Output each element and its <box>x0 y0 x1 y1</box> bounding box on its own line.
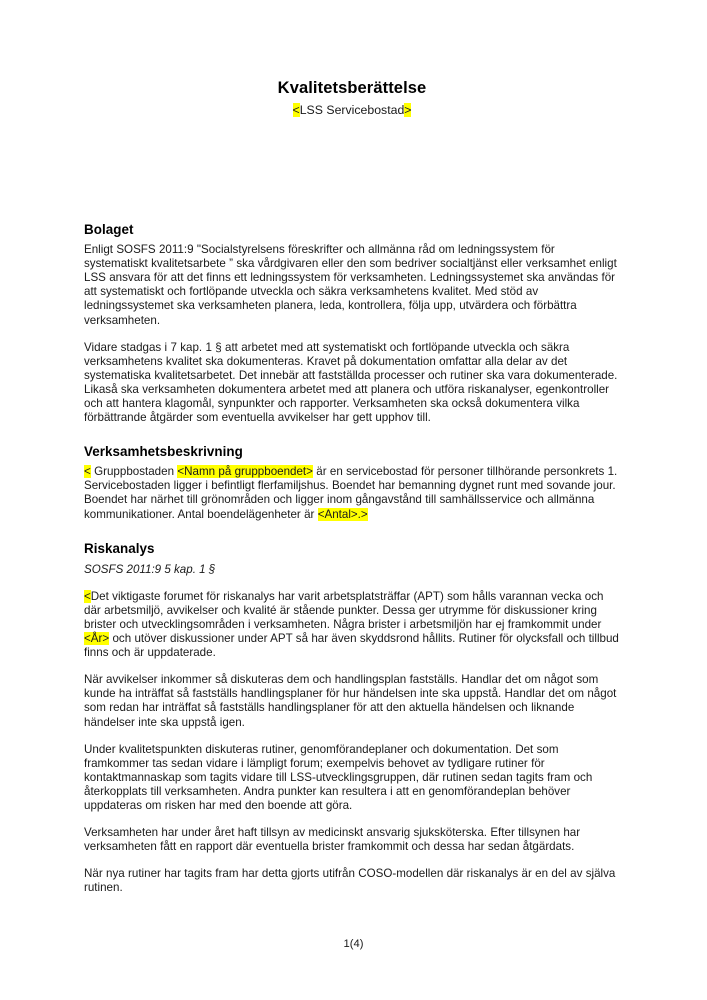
document-subtitle <box>84 103 620 118</box>
vb-placeholder-antal: <Antal>.> <box>317 507 368 521</box>
bolaget-paragraph-2: Vidare stadgas i 7 kap. 1 § att arbetet med att systematiskt och fortlöpande utveckla och säkra verksamhetens kvalitet ska dokumenteras. Kravet på dokumentation omfattar alla delar av det systematiska kvalitetsarbetet. Det innebär att fastställda processer och rutiner ska vara dokumenterade. Likaså ska verksamheten dokumentera arbetet med att planera och utföra riskanalyser, egenkontroller och att hantera klagomål, synpunkter och rapporter. Verksamheten ska också dokumentera vilka förbättrande åtgärder som eventuella avvikelser har gett upphov till. <box>84 340 618 425</box>
heading-riskanalys: Riskanalys <box>84 540 155 556</box>
vb-placeholder-name: <Namn på gruppboendet> <box>177 465 313 479</box>
subtitle-close-bracket: > <box>404 102 412 117</box>
subtitle-text: LSS Servicebostad <box>299 102 405 117</box>
ra-text-a: Det viktigaste forumet för riskanalys har varit arbetsplatsträffar (APT) som hålls varannan vecka och där arbetsmiljö, avvikelser och kvalité är stående punkter. Dessa ger utrymme för diskussioner kring brister och utvecklingsområden i verksamheten. Några brister i arbetsmiljön har ej framkommit under <box>84 589 604 631</box>
riskanalys-paragraph-2: När avvikelser inkommer så diskuteras dem och handlingsplan fastställs. Handlar det om något som kunde ha inträffat så fastställs handlingsplaner för hur händelsen inte ska uppstå. Handlar det om något som redan har inträffat så fastställs handlingsplaner för att den aktuella händelsen och liknande händelser inte ska uppstå igen. <box>84 673 617 729</box>
vb-open-bracket: < <box>84 465 91 479</box>
heading-bolaget: Bolaget <box>84 222 134 237</box>
ra-open-bracket: < <box>84 589 91 603</box>
subtitle-open-bracket: < <box>292 102 300 117</box>
heading-verksamhetsbeskrivning: Verksamhetsbeskrivning <box>84 444 243 460</box>
vb-text-1: Gruppbostaden <box>90 465 178 479</box>
bolaget-paragraph-1: Enligt SOSFS 2011:9 "Socialstyrelsens föreskrifter och allmänna råd om ledningssystem för systematiskt kvalitetsarbete ” ska vårdgivaren eller den som bedriver socialtjänst eller verksamhet enligt LSS ansvara för att det finns ett ledningssystem för verksamheten. Ledningssystemet ska användas för att systematiskt och fortlöpande utveckla och säkra verksamhetens kvalitet. Med stöd av ledningssystemet ska verksamheten planera, leda, kontrollera, följa upp, utvärdera och förbättra verksamheten. <box>84 243 617 327</box>
document-title-block <box>84 78 620 118</box>
page-title: Kvalitetsberättelse <box>277 79 427 97</box>
page-number-footer: 1(4) <box>343 938 364 950</box>
section-verksamhetsbeskrivning <box>84 444 621 521</box>
ra-placeholder-ar: <År> <box>84 632 110 646</box>
riskanalys-paragraph-5: När nya rutiner har tagits fram har detta gjorts utifrån COSO-modellen där riskanalys är en del av själva rutinen. <box>84 867 616 895</box>
document-body <box>84 222 621 895</box>
riskanalys-paragraph-1 <box>84 590 621 660</box>
section-bolaget <box>84 222 621 425</box>
vb-text-2: är en servicebostad för personer tillhörande personkrets 1. Servicebostaden ligger i befintligt flerfamiljshus. Boendet har bemanning dygnet runt med sovande jour. Boendet har närhet till grönområden och ligger inom gångavstånd till samhällsservice och allmänna kommunikationer. Antal boendelägenheter är <box>84 465 618 521</box>
verksamhetsbeskrivning-paragraph <box>84 465 621 521</box>
riskanalys-paragraph-3: Under kvalitetspunkten diskuteras rutiner, genomförandeplaner och dokumentation. Det som framkommer tas sedan vidare i lämpligt forum; exempelvis behovet av tydligare rutiner för kontaktmannaskap som tagits vidare till LSS-utvecklingsgruppen, där rutinen sedan tagits fram och återkopplats till verksamheten. Andra punkter kan resultera i att en genomförandeplan behöver uppdateras om risken har med den boende att göra. <box>84 742 593 813</box>
section-riskanalys <box>84 541 621 896</box>
riskanalys-paragraph-4: Verksamheten har under året haft tillsyn av medicinskt ansvarig sjuksköterska. Efter tillsynen har verksamheten fått en rapport där eventuella brister framkommit och dessa har sedan åtgärdats. <box>84 826 581 854</box>
ra-text-b: och utöver diskussioner under APT så har även skyddsrond hållits. Rutiner för olycksfall och tillbud finns och är uppdaterade. <box>84 632 619 660</box>
riskanalys-reference: SOSFS 2011:9 5 kap. 1 § <box>84 562 216 576</box>
